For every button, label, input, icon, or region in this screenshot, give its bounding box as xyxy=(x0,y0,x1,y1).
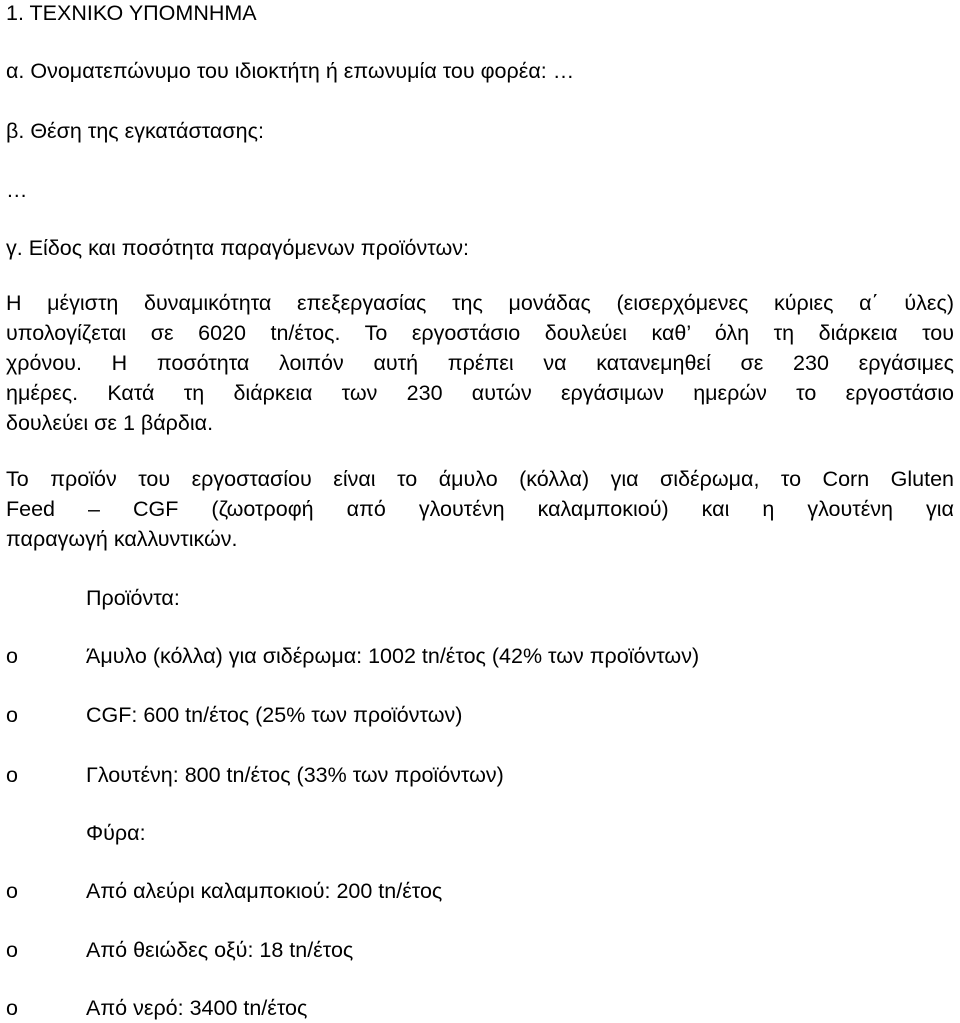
product-item: Άμυλο (κόλλα) για σιδέρωμα: 1002 tn/έτος (42% των προϊόντων) xyxy=(86,644,700,668)
products-heading: γ. Είδος και ποσότητα παραγόμενων προϊόντων: xyxy=(6,236,469,260)
location-label: β. Θέση της εγκατάστασης: xyxy=(6,119,264,143)
capacity-line-1: Η μέγιστη δυναμικότητα επεξεργασίας της μονάδας (εισερχόμενες κύριες α΄ ύλες) xyxy=(6,291,954,315)
bullet-marker: o xyxy=(6,703,18,727)
owner-line: α. Ονοματεπώνυμο του ιδιοκτήτη ή επωνυμία του φορέα: … xyxy=(6,59,575,83)
capacity-paragraph xyxy=(6,288,954,438)
loss-item: Από θειώδες οξύ: 18 tn/έτος xyxy=(86,938,354,962)
bullet-marker: o xyxy=(6,644,18,668)
bullet-marker: o xyxy=(6,879,18,903)
losses-label: Φύρα: xyxy=(86,821,146,845)
loss-item: Από νερό: 3400 tn/έτος xyxy=(86,996,308,1020)
bullet-marker: o xyxy=(6,763,18,787)
bullet-marker: o xyxy=(6,996,18,1020)
capacity-line-4: ημέρες. Κατά τη διάρκεια των 230 αυτών εργάσιμων ημερών το εργοστάσιο xyxy=(6,381,954,405)
loss-item: Από αλεύρι καλαμποκιού: 200 tn/έτος xyxy=(86,879,443,903)
product-line-3: παραγωγή καλλυντικών. xyxy=(6,527,238,551)
products-label: Προϊόντα: xyxy=(86,586,180,610)
product-line-2: Feed – CGF (ζωοτροφή από γλουτένη καλαμποκιού) και η γλουτένη για xyxy=(6,497,954,521)
location-value: … xyxy=(6,178,28,202)
product-item: Γλουτένη: 800 tn/έτος (33% των προϊόντων) xyxy=(86,763,504,787)
capacity-line-3: χρόνου. Η ποσότητα λοιπόν αυτή πρέπει να κατανεμηθεί σε 230 εργάσιμες xyxy=(6,351,954,375)
document-heading: 1. ΤΕΧΝΙΚΟ ΥΠΟΜΝΗΜΑ xyxy=(6,1,257,25)
bullet-marker: o xyxy=(6,938,18,962)
product-line-1: Το προϊόν του εργοστασίου είναι το άμυλο (κόλλα) για σιδέρωμα, το Corn Gluten xyxy=(6,467,954,491)
capacity-line-5: δουλεύει σε 1 βάρδια. xyxy=(6,411,214,435)
product-paragraph xyxy=(6,464,954,554)
product-item: CGF: 600 tn/έτος (25% των προϊόντων) xyxy=(86,703,463,727)
capacity-line-2: υπολογίζεται σε 6020 tn/έτος. Το εργοστάσιο δουλεύει καθ’ όλη τη διάρκεια του xyxy=(6,321,954,345)
